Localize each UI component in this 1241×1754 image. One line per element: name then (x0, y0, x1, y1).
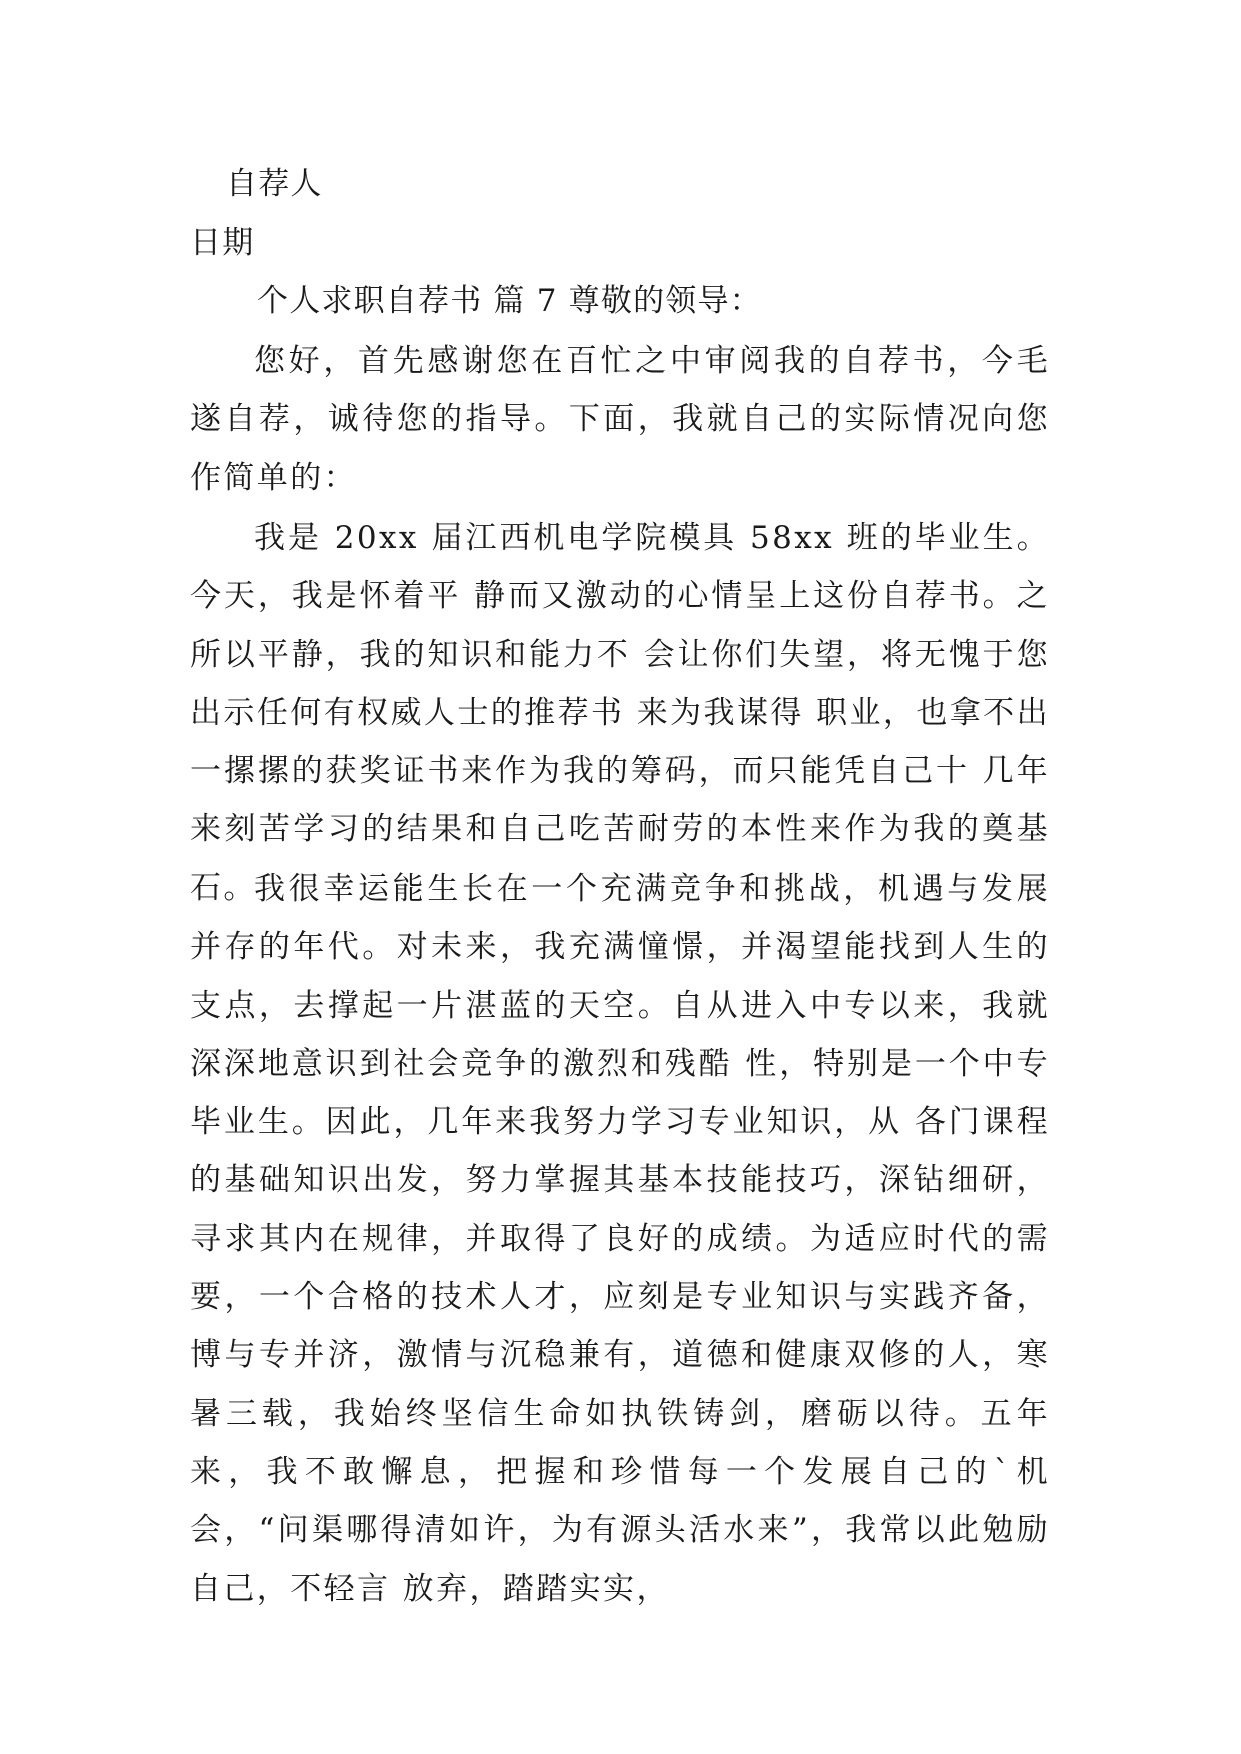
letter-heading: 个人求职自荐书 篇 7 尊敬的领导： (257, 283, 762, 319)
paragraph-greeting: 您好，首先感谢您在百忙之中审阅我的自荐书，今毛遂自荐，诚待您的指导。下面，我就自己的实际情况向您作简单的： (190, 343, 1050, 496)
date-label: 日期 (190, 225, 255, 261)
paragraph-experience: 我很幸运能生长在一个充满竞争和挑战，机遇与发展并存的年代。对未来，我充满憧憬，并渴望能找到人生的支点，去撑起一片湛蓝的天空。自从进入中专以来，我就深深地意识到社会竞争的激烈和残酷 性，特别是一个中专毕业生。因此，几年来我努力学习专业知识，从 各门课程的基础知识出发，努力掌握其基本技能技巧，深钻细研，寻求其内在规律，并取得了良好的成绩。为适应时代的需要，一个合格的技术人才，应刻是专业知识与实践齐备，博与专并济，激情与沉稳兼有，道德和健康双修的人，寒暑三载，我始终坚信生命如执铁铸剑，磨砺以待。五年来，我不敢懈息，把握和珍惜每一个发展自己的`机会，“问渠哪得清如许，为有源头活水来”，我常以此勉励自己，不轻言 放弃，踏踏实实， (190, 871, 1050, 1607)
signature-label: 自荐人 (226, 166, 323, 202)
paragraph-introduction: 我是 20xx 届江西机电学院模具 58xx 班的毕业生。今天，我是怀着平 静而又激动的心情呈上这份自荐书。之所以平静，我的知识和能力不 会让你们失望，将无愧于您出示任何有权威人士的推荐书 来为我谋得 职业，也拿不出一摞摞的获奖证书来作为我的筹码，而只能凭自己十 几年来刻苦学习的结果和自己吃苦耐劳的本性来作为我的奠基石。 (190, 520, 1050, 906)
